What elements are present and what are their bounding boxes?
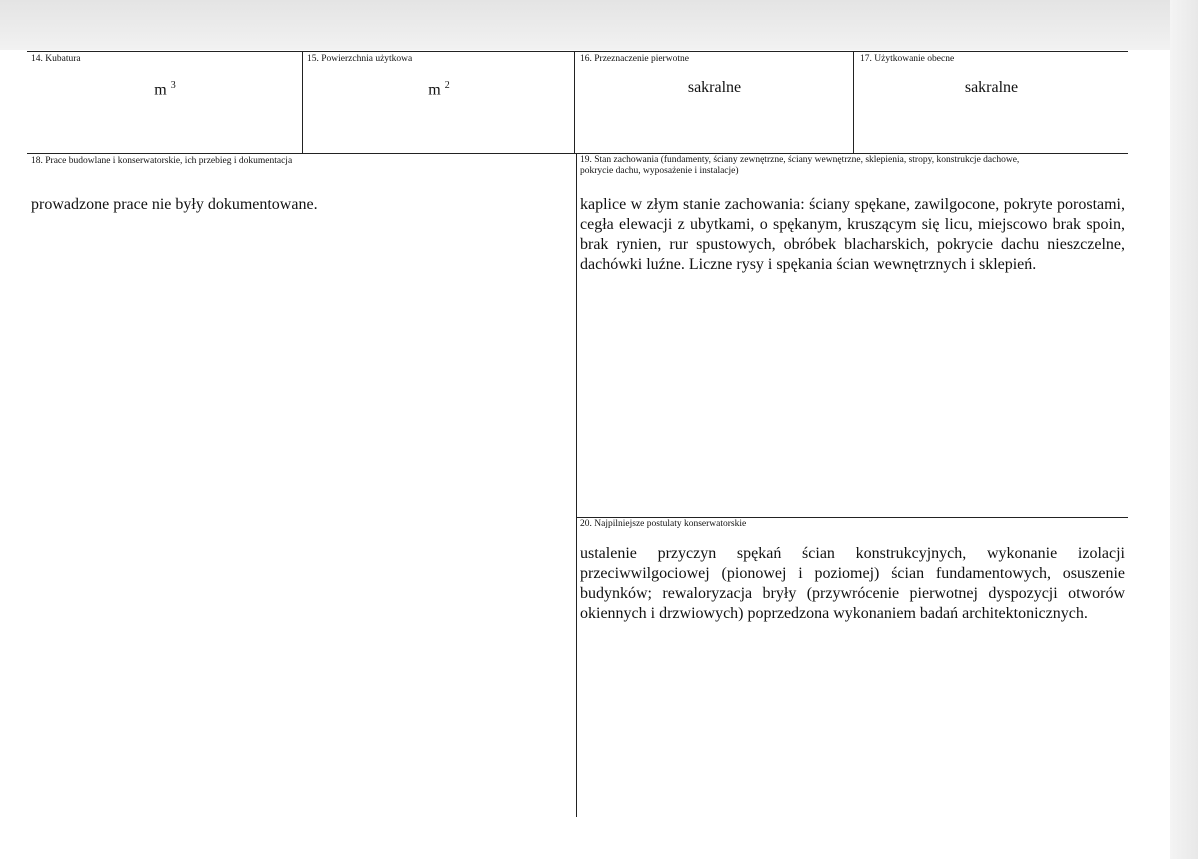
field-20-label: 20. Najpilniejsze postulaty konserwatorskie [580,519,747,529]
top-rule [27,51,1128,52]
field-15-exponent: 2 [444,80,450,91]
col-divider-main-lower [576,153,577,817]
field-14-unit: m [154,81,167,99]
scan-right-shadow [1170,0,1198,859]
field-20-text: ustalenie przyczyn spękań ścian konstrukcyjnych, wykonanie izolacji przeciwwilgociowej (pionowej i poziomej) ścian fundamentowych, osuszenie budynków; rewaloryzacja bryły (przywrócenie pierwotnej dyspozycji otworów okiennych i drzwiowych) poprzedzona wykonaniem badań architektonicznych. [580,545,1125,622]
field-15-value [304,80,574,99]
field-15-unit: m [428,81,441,99]
field-19-text: kaplice w złym stanie zachowania: ściany spękane, zawilgocone, pokryte porostami, cegła elewacji z ubytkami, o spękanym, kruszącym się licu, miejscowo brak spoin, brak rynien, rur spustowych, obróbek blacharskich, pokrycie dachu nieszczelne, dachówki luźne. Liczne rysy i spękania ścian wewnętrznych i sklepień. [580,196,1125,273]
field-16-value: sakralne [687,79,742,96]
col-divider-main [574,51,575,153]
field-19-label [580,155,1128,177]
field-18-text: prowadzone prace nie były dokumentowane. [31,196,318,213]
col-divider-1 [302,51,303,153]
field-18-label: 18. Prace budowlane i konserwatorskie, ich przebieg i dokumentacja [31,156,293,166]
field-14-value [30,80,300,99]
field-17-label: 17. Użytkowanie obecne [860,54,955,64]
scan-top-shadow [0,0,1198,50]
field-16-label: 16. Przeznaczenie pierwotne [580,54,689,64]
col-divider-3 [853,51,854,153]
field-14-exponent: 3 [170,80,176,91]
field-20-rule [576,517,1128,518]
field-19-label-line2: pokrycie dachu, wyposażenie i instalacje) [580,166,739,176]
field-19-label-line1: 19. Stan zachowania (fundamenty, ściany zewnętrzne, ściany wewnętrzne, sklepienia, stropy, konstrukcje dachowe, [580,155,1020,165]
field-14-label: 14. Kubatura [31,54,81,64]
field-15-label: 15. Powierzchnia użytkowa [307,54,413,64]
field-17-value: sakralne [964,79,1019,96]
row-separator [27,153,1128,154]
